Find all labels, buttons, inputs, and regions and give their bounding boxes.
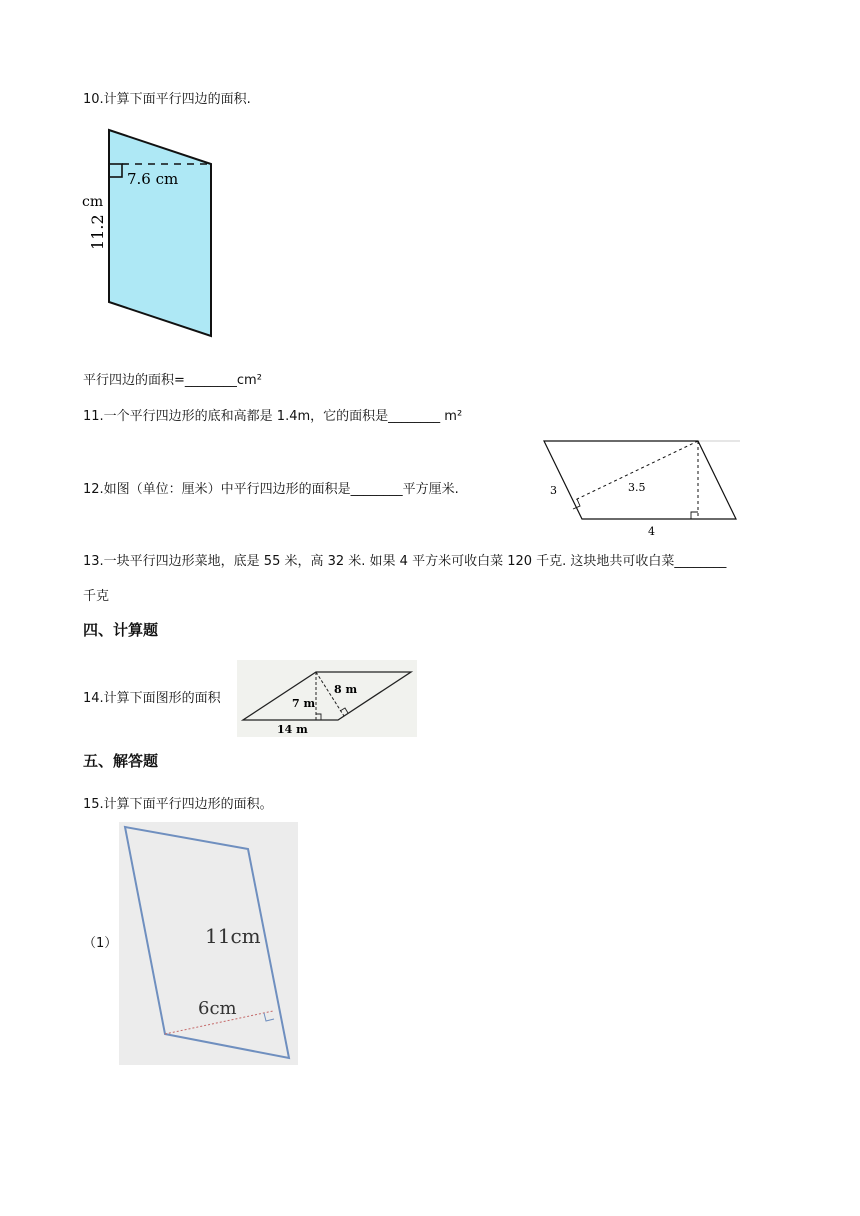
q15-side-label: 11cm — [205, 924, 261, 948]
q15-sub-label: （1） — [83, 936, 118, 951]
q15-text: 15.计算下面平行四边形的面积。 — [83, 797, 273, 812]
q10-text: 10.计算下面平行四边的面积. — [83, 92, 251, 107]
q12-base-label: 4 — [648, 525, 655, 538]
q12-right-angle-mark-bottom — [691, 512, 698, 519]
q11-text: 11.一个平行四边形的底和高都是 1.4m，它的面积是________ m² — [83, 409, 463, 424]
q10-figure — [78, 122, 223, 344]
q10-parallelogram — [109, 130, 211, 336]
q14-side-height-label: 8 m — [334, 683, 358, 696]
q12-side-label: 3 — [550, 484, 557, 497]
q12-figure — [536, 436, 742, 538]
q10-height-unit-label: cm — [82, 194, 104, 210]
q14-figure — [237, 660, 417, 737]
section-5-title: 五、解答题 — [83, 752, 159, 770]
q14-height-label: 7 m — [292, 697, 316, 710]
q14-text: 14.计算下面图形的面积 — [83, 691, 221, 706]
q12-diagonal-label: 3.5 — [628, 481, 646, 494]
q12-parallelogram — [544, 441, 736, 519]
section-4-title: 四、计算题 — [83, 621, 159, 639]
q14-base-label: 14 m — [277, 723, 308, 736]
q13-text-line2: 千克 — [83, 589, 110, 604]
q12-text: 12.如图（单位：厘米）中平行四边形的面积是________平方厘米. — [83, 482, 459, 497]
q10-answer-line: 平行四边的面积=________cm² — [83, 373, 262, 388]
q15-figure — [119, 822, 298, 1065]
q10-height-value-label: 11.2 — [88, 214, 107, 250]
q10-base-label: 7.6 cm — [127, 170, 179, 188]
q13-text-line1: 13.一块平行四边形菜地，底是 55 米，高 32 米. 如果 4 平方米可收白菜 120 千克. 这块地共可收白菜________ — [83, 554, 727, 569]
q15-height-label: 6cm — [198, 998, 237, 1019]
